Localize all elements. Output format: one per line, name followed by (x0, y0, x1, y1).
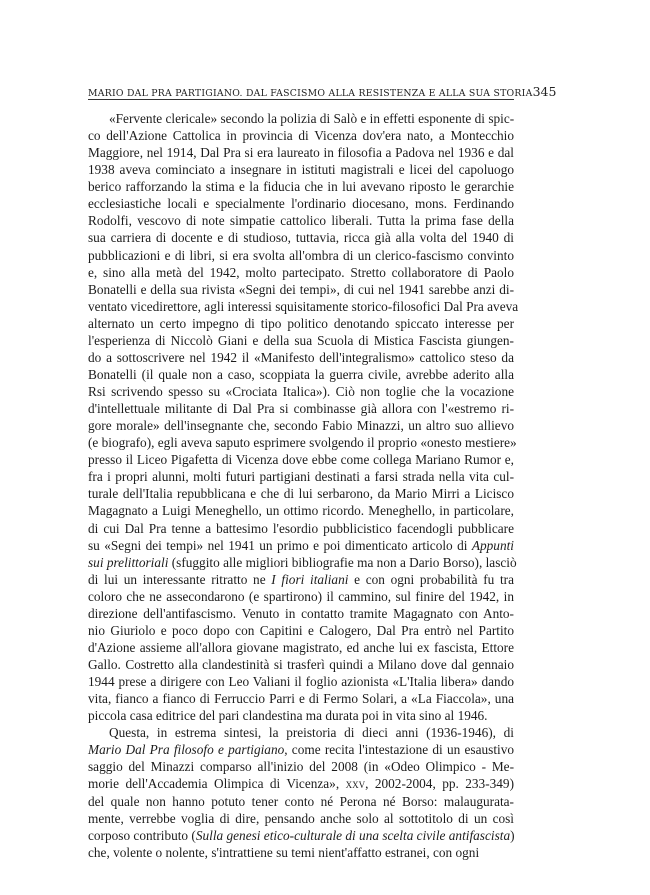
text-line: nio Giuriolo e poco dopo con Capitini e Calogero, Dal Pra entrò nel Partito (88, 622, 514, 638)
running-title: MARIO DAL PRA PARTIGIANO. DAL FASCISMO ALLA RESISTENZA E ALLA SUA STORIA (88, 88, 533, 99)
text-line: corposo contributo (Sulla genesi etico-culturale di una scelta civile antifascista) (88, 827, 515, 843)
text-line: ecclesiastiche locali e specialmente l'ordinario diocesano, mons. Ferdinando (88, 196, 514, 212)
paragraph (88, 110, 519, 724)
running-head (88, 84, 557, 99)
text-line: su «Segni dei tempi» nel 1941 un primo e poi dimenticato articolo di Appunti (88, 537, 514, 553)
text-line: berico rafforzando la stima e la fiducia che in lui avevano riposto le gerarchie (88, 179, 514, 195)
text-line: sui prelittoriali (sfuggito alle migliori bibliografie ma non a Dario Borso), lasciò (88, 554, 517, 570)
text-line: direzione dell'antifascismo. Venuto in contatto tramite Magagnato con Anto- (88, 605, 514, 621)
italic-title: Appunti (471, 537, 514, 553)
header-rule (88, 99, 514, 100)
page-number: 345 (532, 84, 557, 99)
text-line: Bonatelli e della sua rivista «Segni dei tempi», di cui nel 1941 sarebbe anzi di- (88, 281, 514, 297)
text-line: pubblicazioni e di libri, si era svolta all'ombra di un clerico-fascismo convinto (88, 247, 514, 263)
italic-title: sui prelittoriali (88, 554, 169, 570)
text-line: Gallo. Costretto alla clandestinità si trasferì quindi a Milano dove dal gennaio (88, 657, 514, 672)
text-line: che, volente o nolente, s'intrattiene su temi nient'affatto estranei, con ogni (88, 844, 480, 860)
text-line: gore morale» dell'insegnante che, secondo Fabio Minazzi, un altro suo allievo (88, 418, 514, 434)
text-line: ventato vicedirettore, agli interessi squisitamente storico-filosofici Dal Pra aveva (88, 298, 519, 314)
text-line: vita, fianco a fianco di Ferruccio Parri e di Fermo Solari, a «La Fiaccola», una (88, 691, 514, 707)
text-line: Maggiore, nel 1914, Dal Pra si era laureato in filosofia a Padova nel 1936 e dal (88, 145, 514, 161)
text-line: d'Azione assieme all'allora giovane magistrato, ed anche lui ex fascista, Ettore (88, 639, 514, 655)
text-line: l'esperienza di Niccolò Giani e della sua Scuola di Mistica Fascista giungen- (88, 332, 514, 348)
text-line: d'intellettuale militante di Dal Pra si combinasse già allora con l'«estremo ri- (88, 401, 514, 417)
text-line: mente, verrebbe voglia di dire, pensando anche solo al sottotitolo di un così (88, 810, 514, 826)
text-line: Mario Dal Pra filosofo e partigiano, come recita l'intestazione di un esaustivo (88, 742, 515, 758)
text-line: alternato un certo impegno di tipo politico denotando spiccato interesse per (88, 315, 514, 331)
text-line: fra i propri alunni, molti futuri partigiani destinati a farsi strada nella vita cul- (88, 469, 514, 485)
text-line: 1938 aveva cominciato a insegnare in istituti magistrali e licei del capoluogo (88, 162, 514, 178)
text-line: morie dell'Accademia Olimpica di Vicenza», xxv, 2002-2004, pp. 233-349) (88, 776, 515, 792)
text-line: coloro che ne assecondarono (e spartirono) il cammino, sul finire del 1942, in (88, 588, 514, 604)
volume-number: xxv (345, 776, 366, 792)
text-line: (e biografo), egli aveva saputo esprimere svolgendo il proprio «onesto mestiere» (88, 435, 517, 451)
text-line: di lui un interessante ritratto ne I fiori italiani e con ogni probabilità fu tra (88, 571, 514, 587)
paragraph (88, 724, 514, 861)
text-line: co dell'Azione Cattolica in provincia di Vicenza dov'era nato, a Montecchio (88, 128, 514, 144)
text-line: Bonatelli (il quale non a caso, scoppiata la guerra civile, avrebbe aderito alla (88, 366, 514, 382)
text-line: Magagnato a Luigi Meneghello, un ottimo ricordo. Meneghello, in particolare, (88, 503, 514, 519)
text-line: Rodolfi, vescovo di note simpatie cattolico liberali. Tutta la prima fase della (88, 213, 514, 229)
text-line: turale dell'Italia repubblicana e che di lui serbarono, da Mario Mirri a Licisco (88, 486, 514, 502)
text-line: di cui Dal Pra tenne a battesimo l'esordio pubblicistico facendogli pubblicare (88, 520, 514, 536)
italic-title: Mario Dal Pra filosofo e partigiano (88, 742, 285, 758)
text-line: del quale non hanno potuto tener conto né Perona né Borso: malaugurata- (88, 793, 514, 809)
text-line: «Fervente clericale» secondo la polizia di Salò e in effetti esponente di spic- (109, 111, 515, 126)
body-text (88, 110, 519, 861)
italic-title: I fiori italiani (271, 571, 349, 587)
text-line: do a sottoscrivere nel 1942 il «Manifesto dell'integralismo» cattolico steso da (88, 349, 514, 365)
text-line: presso il Liceo Pigafetta di Vicenza dove ebbe come collega Mariano Rumor e, (88, 452, 514, 468)
text-line: 1944 prese a dirigere con Leo Valiani il foglio azionista «L'Italia libera» dando (88, 674, 514, 690)
text-line: sua carriera di docente e di studioso, tuttavia, ricca già alla volta del 1940 di (88, 230, 514, 246)
text-line: saggio del Minazzi comparso all'inizio del 2008 (in «Odeo Olimpico - Me- (88, 759, 514, 775)
text-line: Questa, in estrema sintesi, la preistoria di dieci anni (1936-1946), di (109, 725, 514, 741)
text-line: e, sino alla metà del 1942, molto partecipato. Stretto collaboratore di Paolo (88, 264, 514, 280)
text-line: Rsi scrivendo spesso su «Crociata Italica»). Ciò non toglie che la vocazione (88, 384, 514, 399)
text-line: piccola casa editrice del pari clandestina ma durata poi in vita sino al 1946. (88, 708, 488, 724)
italic-title: Sulla genesi etico-culturale di una scelta civile antifascista (195, 827, 511, 843)
